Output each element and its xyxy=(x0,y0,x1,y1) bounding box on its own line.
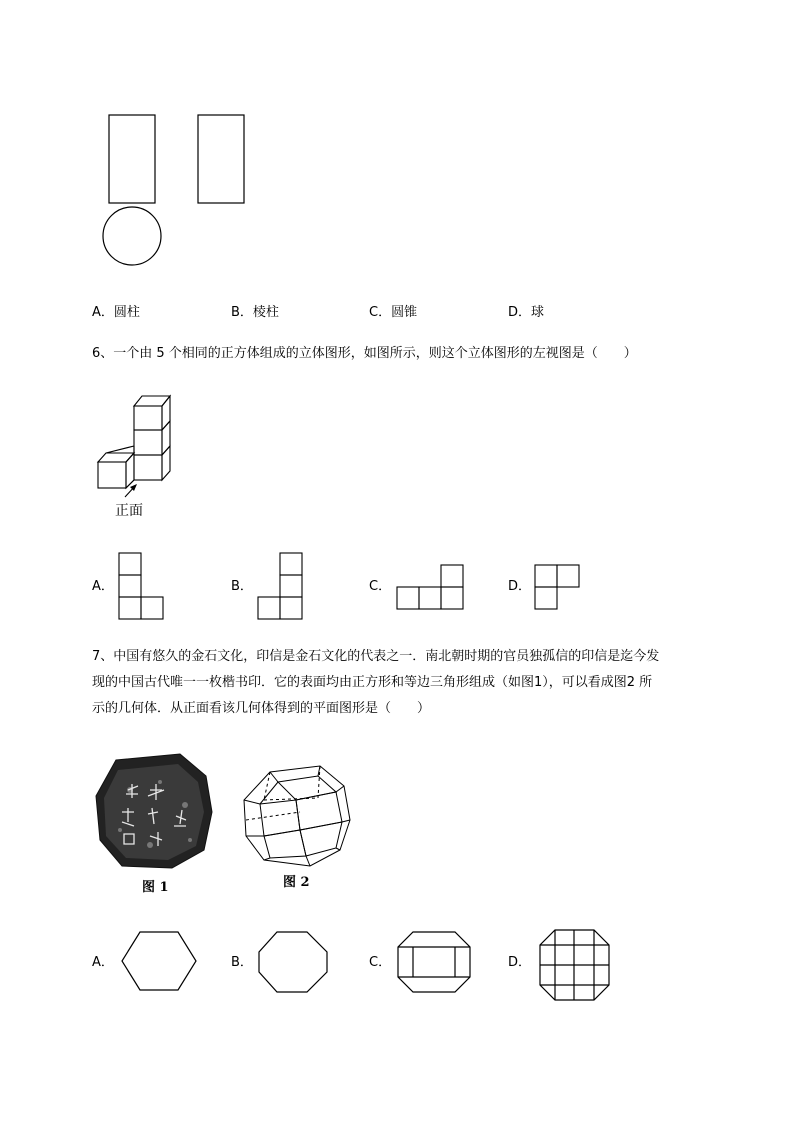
q5-option-b-letter: B． xyxy=(231,305,253,320)
q6-option-d-figure xyxy=(535,565,579,609)
q5-option-c[interactable] xyxy=(369,303,417,323)
q7-option-b[interactable]: B． xyxy=(231,955,253,970)
q6-option-b[interactable]: B． xyxy=(231,579,253,594)
q5-option-a-text: 圆柱 xyxy=(113,305,140,320)
q6-option-b-figure xyxy=(258,553,302,619)
q5-option-b-text: 棱柱 xyxy=(252,305,279,320)
q6-stem: 6、一个由 5 个相同的正方体组成的立体图形，如图所示，则这个立体图形的左视图是（ ） xyxy=(92,346,637,361)
q7-option-a-hexagon xyxy=(122,932,196,990)
q6-option-a[interactable]: A． xyxy=(92,579,114,594)
q7-option-b-octagon xyxy=(259,932,327,992)
q5-option-d[interactable] xyxy=(508,303,544,323)
q6-option-c[interactable]: C． xyxy=(369,579,392,594)
q7-fig1-caption: 图 1 xyxy=(142,880,169,895)
q7-option-a[interactable]: A． xyxy=(92,955,114,970)
q7-stem-line-3: 示的几何体．从正面看该几何体得到的平面图形是（ ） xyxy=(92,701,431,716)
q5-front-view-rect xyxy=(109,115,155,203)
q6-front-label: 正面 xyxy=(115,503,143,519)
q5-option-a-letter: A． xyxy=(92,305,114,320)
q6-option-c-figure xyxy=(397,565,463,609)
q7-option-c[interactable]: C． xyxy=(369,955,392,970)
q7-option-c-figure xyxy=(398,932,470,992)
q5-top-view-circle xyxy=(103,207,161,265)
q5-option-c-letter: C． xyxy=(369,305,392,320)
q5-option-d-letter: D． xyxy=(508,305,532,320)
q5-option-c-text: 圆锥 xyxy=(391,305,418,320)
q5-option-d-text: 球 xyxy=(531,305,545,320)
q7-option-d-figure xyxy=(540,930,609,1000)
q5-side-view-rect xyxy=(198,115,244,203)
q7-stem-line-1: 7、中国有悠久的金石文化，印信是金石文化的代表之一．南北朝时期的官员独孤信的印信是迄今发 xyxy=(92,649,660,664)
q6-option-d[interactable]: D． xyxy=(508,579,532,594)
q5-option-a[interactable] xyxy=(92,303,140,323)
q6-option-a-figure xyxy=(119,553,163,619)
q7-option-d[interactable]: D． xyxy=(508,955,532,970)
q7-stem-line-2: 现的中国古代唯一一枚楷书印．它的表面均由正方形和等边三角形组成（如图1），可以看成图2 所 xyxy=(92,675,653,690)
q5-option-b[interactable] xyxy=(231,303,279,323)
q7-fig2-caption: 图 2 xyxy=(283,875,310,890)
